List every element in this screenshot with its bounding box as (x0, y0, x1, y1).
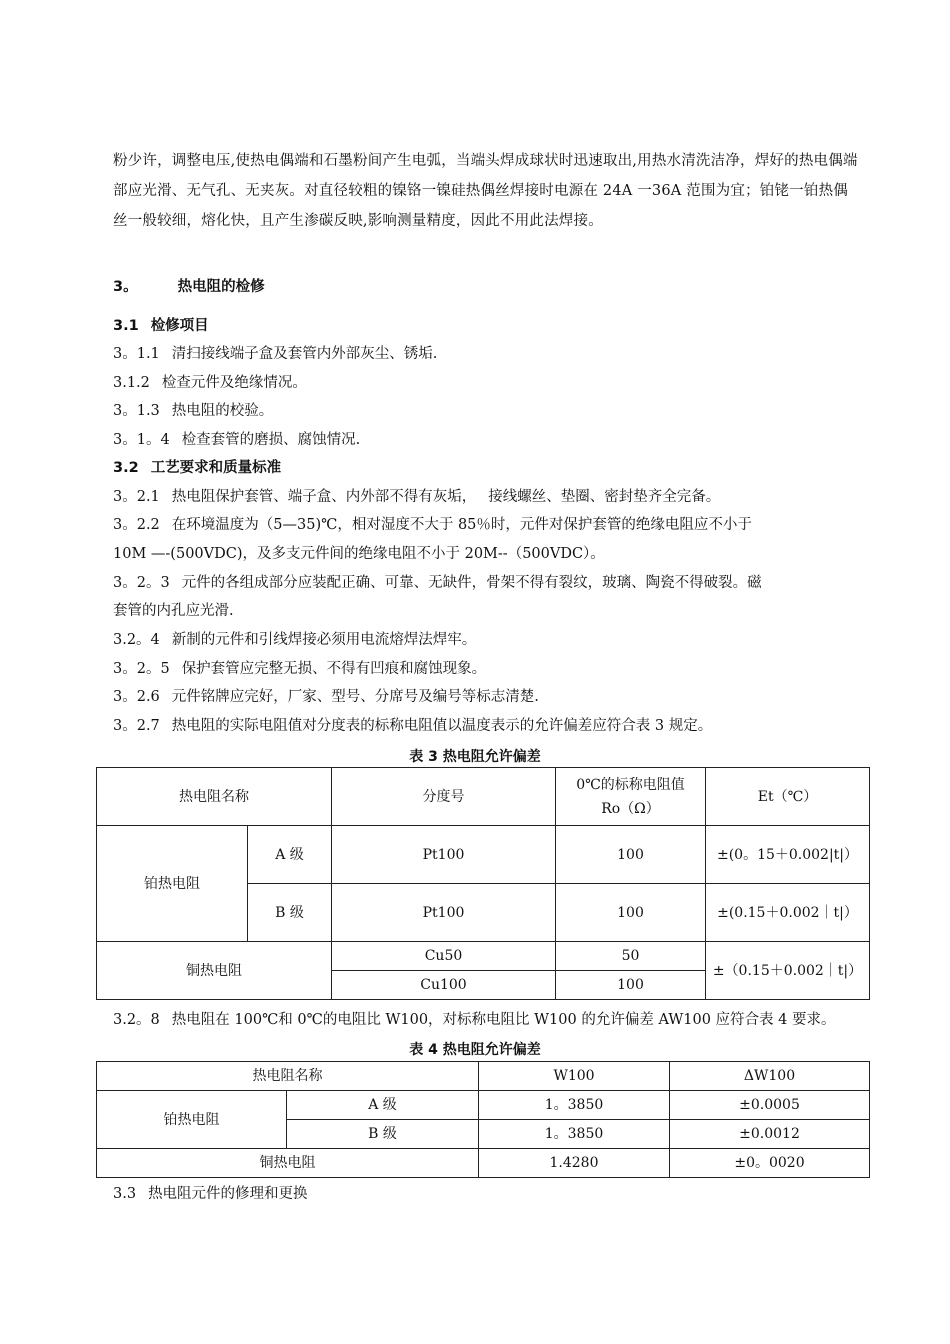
table-row (97, 942, 870, 971)
section-title: 工艺要求和质量标准 (150, 460, 282, 476)
intro-paragraph: 粉少许，调整电压,使热电偶端和石墨粉间产生电弧，当端头焊成球状时迅速取出,用热水清洗洁净，焊好的热电偶端部应光滑、无气孔、无夹灰。对直径较粗的镍铬一镍硅热偶丝焊接时电源在 24A 一36A 范围为宜；铂铑一铂热偶丝一般较细，熔化快，且产生渗碳反映,影响测量精度，因此不用此法焊接。 (113, 153, 858, 229)
table-4-caption: 表 4 热电阻允许偏差 (409, 1042, 541, 1058)
list-item: 3。1。4 检查套管的磨损、腐蚀情况. (113, 432, 361, 448)
table-cell: 铂热电阻 (97, 1091, 287, 1149)
section-title: 热电阻的检修 (177, 279, 265, 295)
section-number: 3.2 (113, 460, 139, 476)
table-cell: 100 (556, 826, 706, 884)
table-header-row (97, 1062, 870, 1091)
table-cell: ±0.0005 (670, 1091, 870, 1120)
section-number: 3.1 (113, 318, 139, 334)
section-number: 3。 (113, 279, 138, 295)
table-3-caption: 表 3 热电阻允许偏差 (409, 749, 541, 765)
table-row (97, 1149, 870, 1178)
section-3-3-heading (113, 1183, 308, 1205)
table-cell: A 级 (287, 1091, 479, 1120)
header-cell: 热电阻名称 (97, 768, 332, 826)
table-cell: A 级 (248, 826, 332, 884)
table-cell: 铜热电阻 (97, 1149, 479, 1178)
list-item-continuation: 10M —-(500VDC)，及多支元件间的绝缘电阻不小于 20M--（500VDC）。 (113, 546, 605, 562)
table-cell: Pt100 (332, 884, 556, 942)
table-3 (96, 767, 870, 1000)
list-item: 3.1.2 检查元件及绝缘情况。 (113, 375, 307, 391)
header-cell: ΔW100 (670, 1062, 870, 1091)
header-cell: 0℃的标称电阻值 Ro（Ω） (556, 768, 706, 826)
section-3-2-heading (113, 457, 281, 479)
table-row (97, 1091, 870, 1120)
table-cell: ±(0。15＋0.002|t|） (706, 826, 870, 884)
list-item: 3。2.6 元件铭牌应完好，厂家、型号、分席号及编号等标志清楚. (113, 689, 539, 705)
header-cell: 热电阻名称 (97, 1062, 479, 1091)
header-cell: Et（℃） (706, 768, 870, 826)
list-item: 3。2.1 热电阻保护套管、端子盒、内外部不得有灰垢， 接线螺丝、垫圈、密封垫齐全完备。 (113, 489, 721, 505)
table-cell: 100 (556, 884, 706, 942)
list-item: 3.2。4 新制的元件和引线焊接必须用电流熔焊法焊牢。 (113, 632, 477, 648)
list-item: 3。2。3 元件的各组成部分应装配正确、可靠、无缺件，骨架不得有裂纹，玻璃、陶瓷不得破裂。磁 (113, 575, 762, 591)
table-cell: ±（0.15＋0.002｜t|） (706, 942, 870, 1000)
table-cell: 1。3850 (479, 1120, 670, 1149)
list-item: 3.2。8 热电阻在 100℃和 0℃的电阻比 W100，对标称电阻比 W100 的允许偏差 AW100 应符合表 4 要求。 (113, 1012, 836, 1028)
table-cell: 50 (556, 942, 706, 971)
table-row (97, 826, 870, 884)
table-cell: ±0.0012 (670, 1120, 870, 1149)
list-item: 3。2.7 热电阻的实际电阻值对分度表的标称电阻值以温度表示的允许偏差应符合表 3 规定。 (113, 718, 713, 734)
section-number: 3.3 (113, 1186, 137, 1202)
list-item: 3。2.2 在环境温度为（5—35)℃，相对湿度不大于 85％时，元件对保护套管的绝缘电阻应不小于 (113, 517, 752, 533)
table-cell: Pt100 (332, 826, 556, 884)
list-item: 3。1.1 清扫接线端子盒及套管内外部灰尘、锈垢. (113, 346, 438, 362)
table-cell: Cu100 (332, 971, 556, 1000)
table-header-row (97, 768, 870, 826)
table-cell: ±0。0020 (670, 1149, 870, 1178)
section-title: 热电阻元件的修理和更换 (148, 1186, 308, 1202)
list-item-continuation: 套管的内孔应光滑. (113, 603, 234, 619)
section-3-1-heading (113, 315, 209, 337)
table-cell: B 级 (248, 884, 332, 942)
list-item: 3。1.3 热电阻的校验。 (113, 403, 274, 419)
table-cell: 铜热电阻 (97, 942, 332, 1000)
table-cell: ±(0.15＋0.002｜t|） (706, 884, 870, 942)
list-item: 3。2。5 保护套管应完整无损、不得有凹痕和腐蚀现象。 (113, 661, 487, 677)
table-cell: 1。3850 (479, 1091, 670, 1120)
header-cell: W100 (479, 1062, 670, 1091)
table-cell: 100 (556, 971, 706, 1000)
table-cell: B 级 (287, 1120, 479, 1149)
table-cell: 铂热电阻 (97, 826, 248, 942)
section-title: 检修项目 (150, 318, 209, 334)
section-3-heading (113, 276, 265, 298)
table-cell: Cu50 (332, 942, 556, 971)
table-4 (96, 1061, 870, 1178)
header-cell: 分度号 (332, 768, 556, 826)
table-cell: 1.4280 (479, 1149, 670, 1178)
